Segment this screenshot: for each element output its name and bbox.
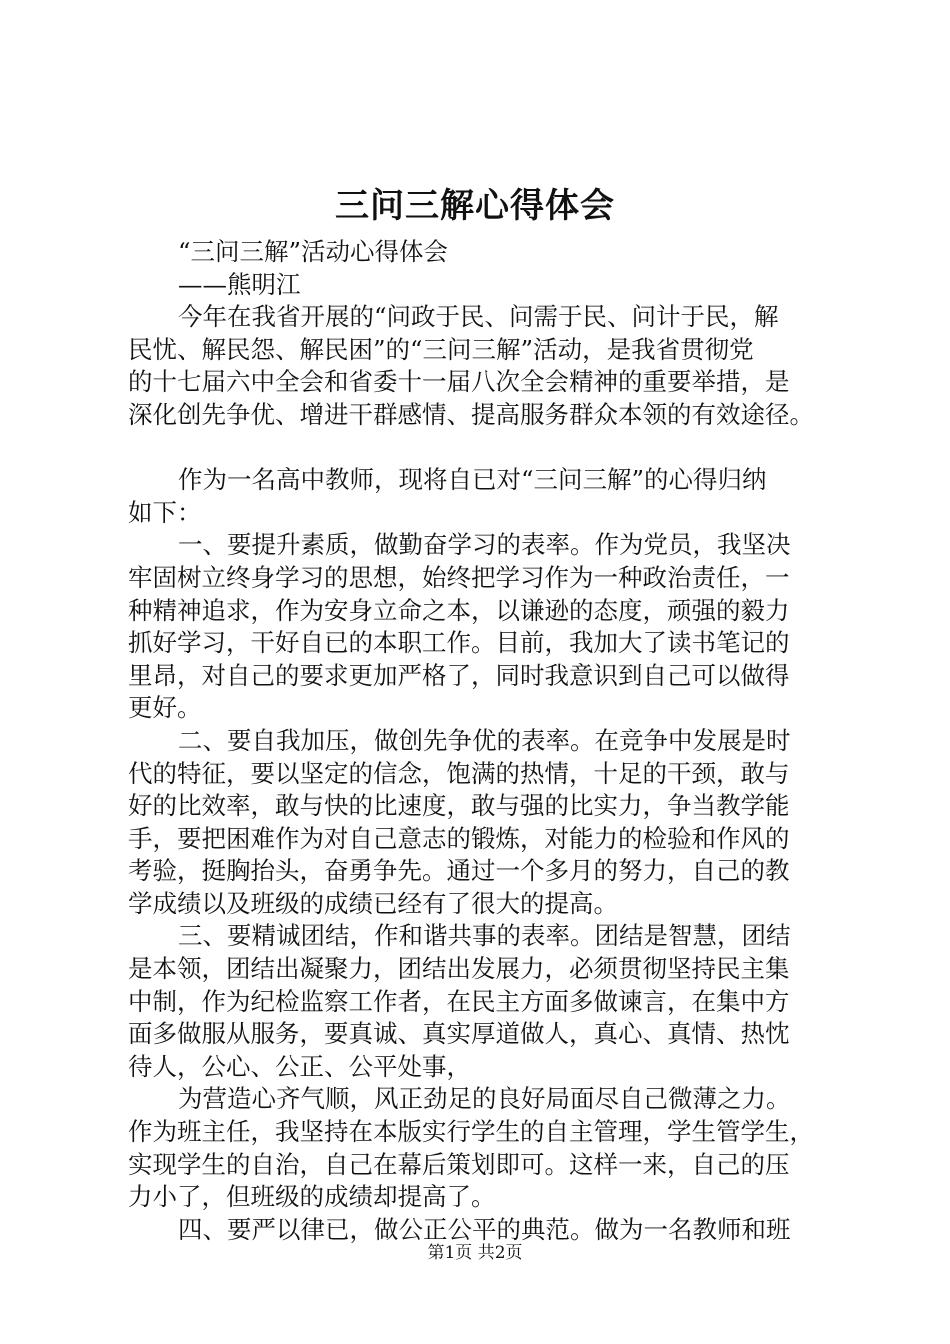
text-line: 里昂，对自己的要求更加严格了，同时我意识到自己可以做得 bbox=[128, 660, 790, 690]
text-line: 中制，作为纪检监察工作者，在民主方面多做谏言，在集中方 bbox=[128, 986, 790, 1016]
text-line: 今年在我省开展的“问政于民、问需于民、问计于民，解 bbox=[178, 302, 779, 332]
text-line: 面多做服从服务，要真诚、真实厚道做人，真心、真情、热忱 bbox=[128, 1019, 790, 1049]
text-line: 手，要把困难作为对自己意志的锻炼，对能力的检验和作风的 bbox=[128, 823, 790, 853]
text-line: 更好。 bbox=[128, 693, 202, 723]
text-line: 实现学生的自治，自己在幕后策划即可。这样一来，自己的压 bbox=[128, 1149, 790, 1179]
text-line: 考验，挺胸抬头，奋勇争先。通过一个多月的努力，自己的教 bbox=[128, 856, 790, 886]
page-footer: 第1页 共2页 bbox=[427, 1243, 523, 1263]
text-line: 如下： bbox=[128, 497, 202, 527]
text-line: ——熊明江 bbox=[178, 269, 301, 299]
text-line: 是本领，团结出凝聚力，团结出发展力，必须贯彻坚持民主集 bbox=[128, 954, 790, 984]
text-line: 深化创先争优、增进干群感情、提高服务群众本领的有效途径。 bbox=[128, 399, 814, 429]
text-line: 待人，公心、公正、公平处事， bbox=[128, 1051, 471, 1081]
text-line: 三、要精诚团结，作和谐共事的表率。团结是智慧，团结 bbox=[178, 921, 791, 951]
text-line: 学成绩以及班级的成绩已经有了很大的提高。 bbox=[128, 888, 618, 918]
text-line: 民忧、解民怨、解民困”的“三问三解”活动，是我省贯彻党 bbox=[128, 334, 754, 364]
text-line: 四、要严以律已，做公正公平的典范。做为一名教师和班 bbox=[178, 1214, 791, 1244]
text-line: 二、要自我加压，做创先争优的表率。在竞争中发展是时 bbox=[178, 725, 791, 755]
text-line: 好的比效率，敢与快的比速度，敢与强的比实力，争当教学能 bbox=[128, 791, 790, 821]
text-line: 力小了，但班级的成绩却提高了。 bbox=[128, 1182, 496, 1212]
text-line: 种精神追求，作为安身立命之本，以谦逊的态度，顽强的毅力 bbox=[128, 595, 790, 625]
text-line: “三问三解”活动心得体会 bbox=[178, 237, 449, 266]
text-line: 抓好学习，干好自已的本职工作。目前，我加大了读书笔记的 bbox=[128, 628, 790, 658]
document-title: 三问三解心得体会 bbox=[335, 186, 615, 226]
text-line: 的十七届六中全会和省委十一届八次全会精神的重要举措，是 bbox=[128, 367, 790, 397]
document-body bbox=[128, 236, 838, 1246]
text-line: 作为一名高中教师，现将自已对“三问三解”的心得归纳 bbox=[178, 465, 767, 495]
text-line: 为营造心齐气顺，风正劲足的良好局面尽自己微薄之力。 bbox=[178, 1084, 791, 1114]
text-line: 作为班主任，我坚持在本版实行学生的自主管理，学生管学生， bbox=[128, 1117, 814, 1147]
text-line: 牢固树立终身学习的思想，始终把学习作为一种政治责任，一 bbox=[128, 562, 790, 592]
blank-line bbox=[128, 432, 838, 465]
text-line: 代的特征，要以坚定的信念，饱满的热情，十足的干颈，敢与 bbox=[128, 758, 790, 788]
text-line: 一、要提升素质，做勤奋学习的表率。作为党员，我坚决 bbox=[178, 530, 791, 560]
